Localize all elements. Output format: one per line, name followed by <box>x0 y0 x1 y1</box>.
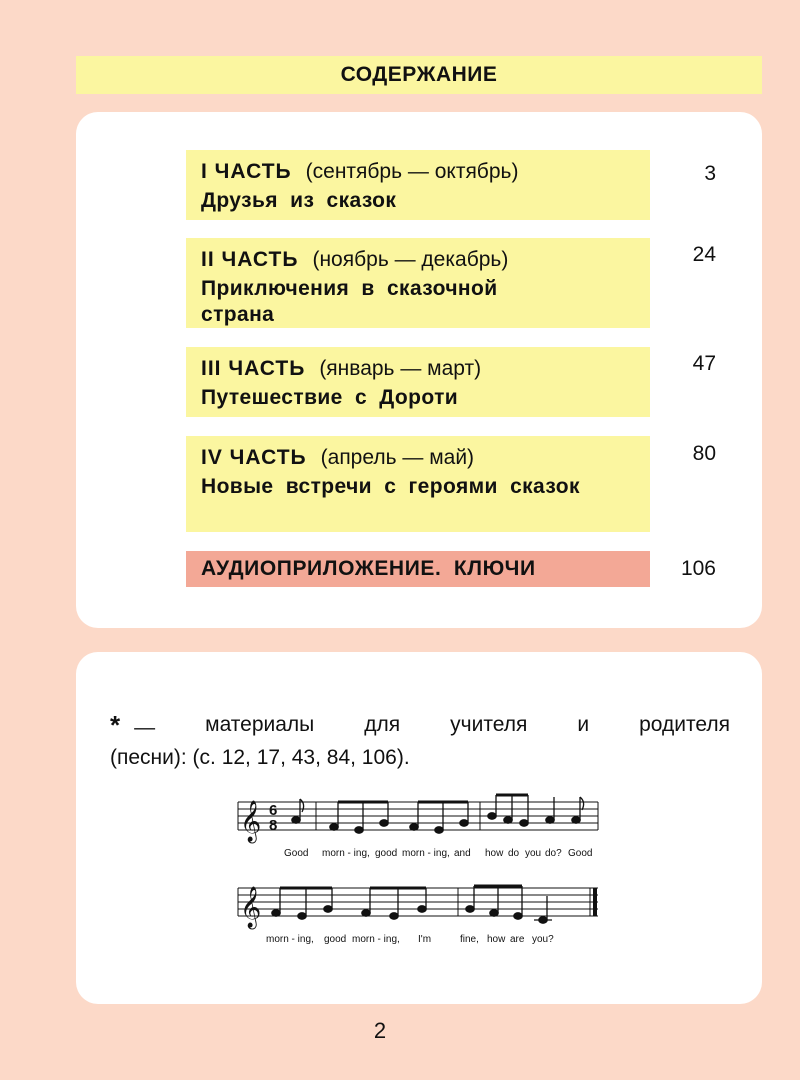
lyrics-line-2 <box>266 934 554 945</box>
part-months: (ноябрь — декабрь) <box>312 248 509 271</box>
part-months: (январь — март) <box>319 357 482 380</box>
part-name: Друзья из сказок <box>201 189 397 212</box>
part-label: IV ЧАСТЬ <box>201 446 307 469</box>
toc-page-4: 80 <box>692 442 716 465</box>
toc-part-1[interactable] <box>186 150 650 220</box>
time-signature-top: 6 <box>269 802 278 819</box>
toc-part-3[interactable] <box>186 347 650 417</box>
toc-page-3: 47 <box>692 352 716 375</box>
svg-text:do: do <box>508 848 520 859</box>
page-number: 2 <box>373 1018 387 1043</box>
materials-note: * — материалы для учителя и родителя (песни): (с. 12, 17, 43, 84, 106). <box>110 710 730 773</box>
svg-text:good: good <box>324 934 347 945</box>
toc-page-1: 3 <box>704 162 716 185</box>
treble-clef-icon: 𝄞 <box>240 886 262 927</box>
notes-line-2 <box>272 886 552 923</box>
part-label: I ЧАСТЬ <box>201 160 292 183</box>
svg-text:are: are <box>510 934 525 945</box>
part-name: Новые встречи с героями сказок <box>201 475 580 498</box>
svg-text:and: and <box>454 848 471 859</box>
svg-text:Good: Good <box>284 848 309 859</box>
part-months: (апрель — май) <box>320 446 475 469</box>
svg-text:good: good <box>375 848 398 859</box>
notes-line-1 <box>292 795 584 833</box>
part-name: Приключения в сказочной страна <box>201 277 498 326</box>
svg-text:you?: you? <box>532 934 554 945</box>
part-name: Путешествие с Дороти <box>201 386 459 409</box>
svg-text:fine,: fine, <box>460 934 479 945</box>
svg-text:you: you <box>525 848 542 859</box>
time-signature-bottom: 8 <box>269 817 278 834</box>
toc-part-2[interactable] <box>186 238 650 328</box>
treble-clef-icon: 𝄞 <box>240 800 262 841</box>
svg-text:how: how <box>485 848 504 859</box>
asterisk-icon: * <box>110 710 121 740</box>
toc-audio-keys[interactable]: АУДИОПРИЛОЖЕНИЕ. КЛЮЧИ <box>186 551 650 587</box>
svg-text:do?: do? <box>545 848 562 859</box>
svg-text:I'm: I'm <box>418 934 432 945</box>
sheet-music <box>232 790 604 950</box>
svg-text:morn - ing,: morn - ing, <box>322 848 370 859</box>
part-label: II ЧАСТЬ <box>201 248 299 271</box>
svg-text:Good: Good <box>568 848 593 859</box>
toc-part-4[interactable] <box>186 436 650 532</box>
page-title: СОДЕРЖАНИЕ <box>76 56 762 94</box>
svg-text:morn - ing,: morn - ing, <box>402 848 450 859</box>
lyrics-line-1 <box>284 848 592 859</box>
svg-text:morn - ing,: morn - ing, <box>352 934 400 945</box>
part-label: III ЧАСТЬ <box>201 357 306 380</box>
svg-text:how: how <box>487 934 506 945</box>
part-months: (сентябрь — октябрь) <box>305 160 519 183</box>
svg-text:morn - ing,: morn - ing, <box>266 934 314 945</box>
toc-page-2: 24 <box>692 243 716 266</box>
staff-line-2 <box>238 888 598 916</box>
toc-page-audio: 106 <box>680 557 716 580</box>
materials-pages: (песни): (с. 12, 17, 43, 84, 106). <box>110 746 410 769</box>
